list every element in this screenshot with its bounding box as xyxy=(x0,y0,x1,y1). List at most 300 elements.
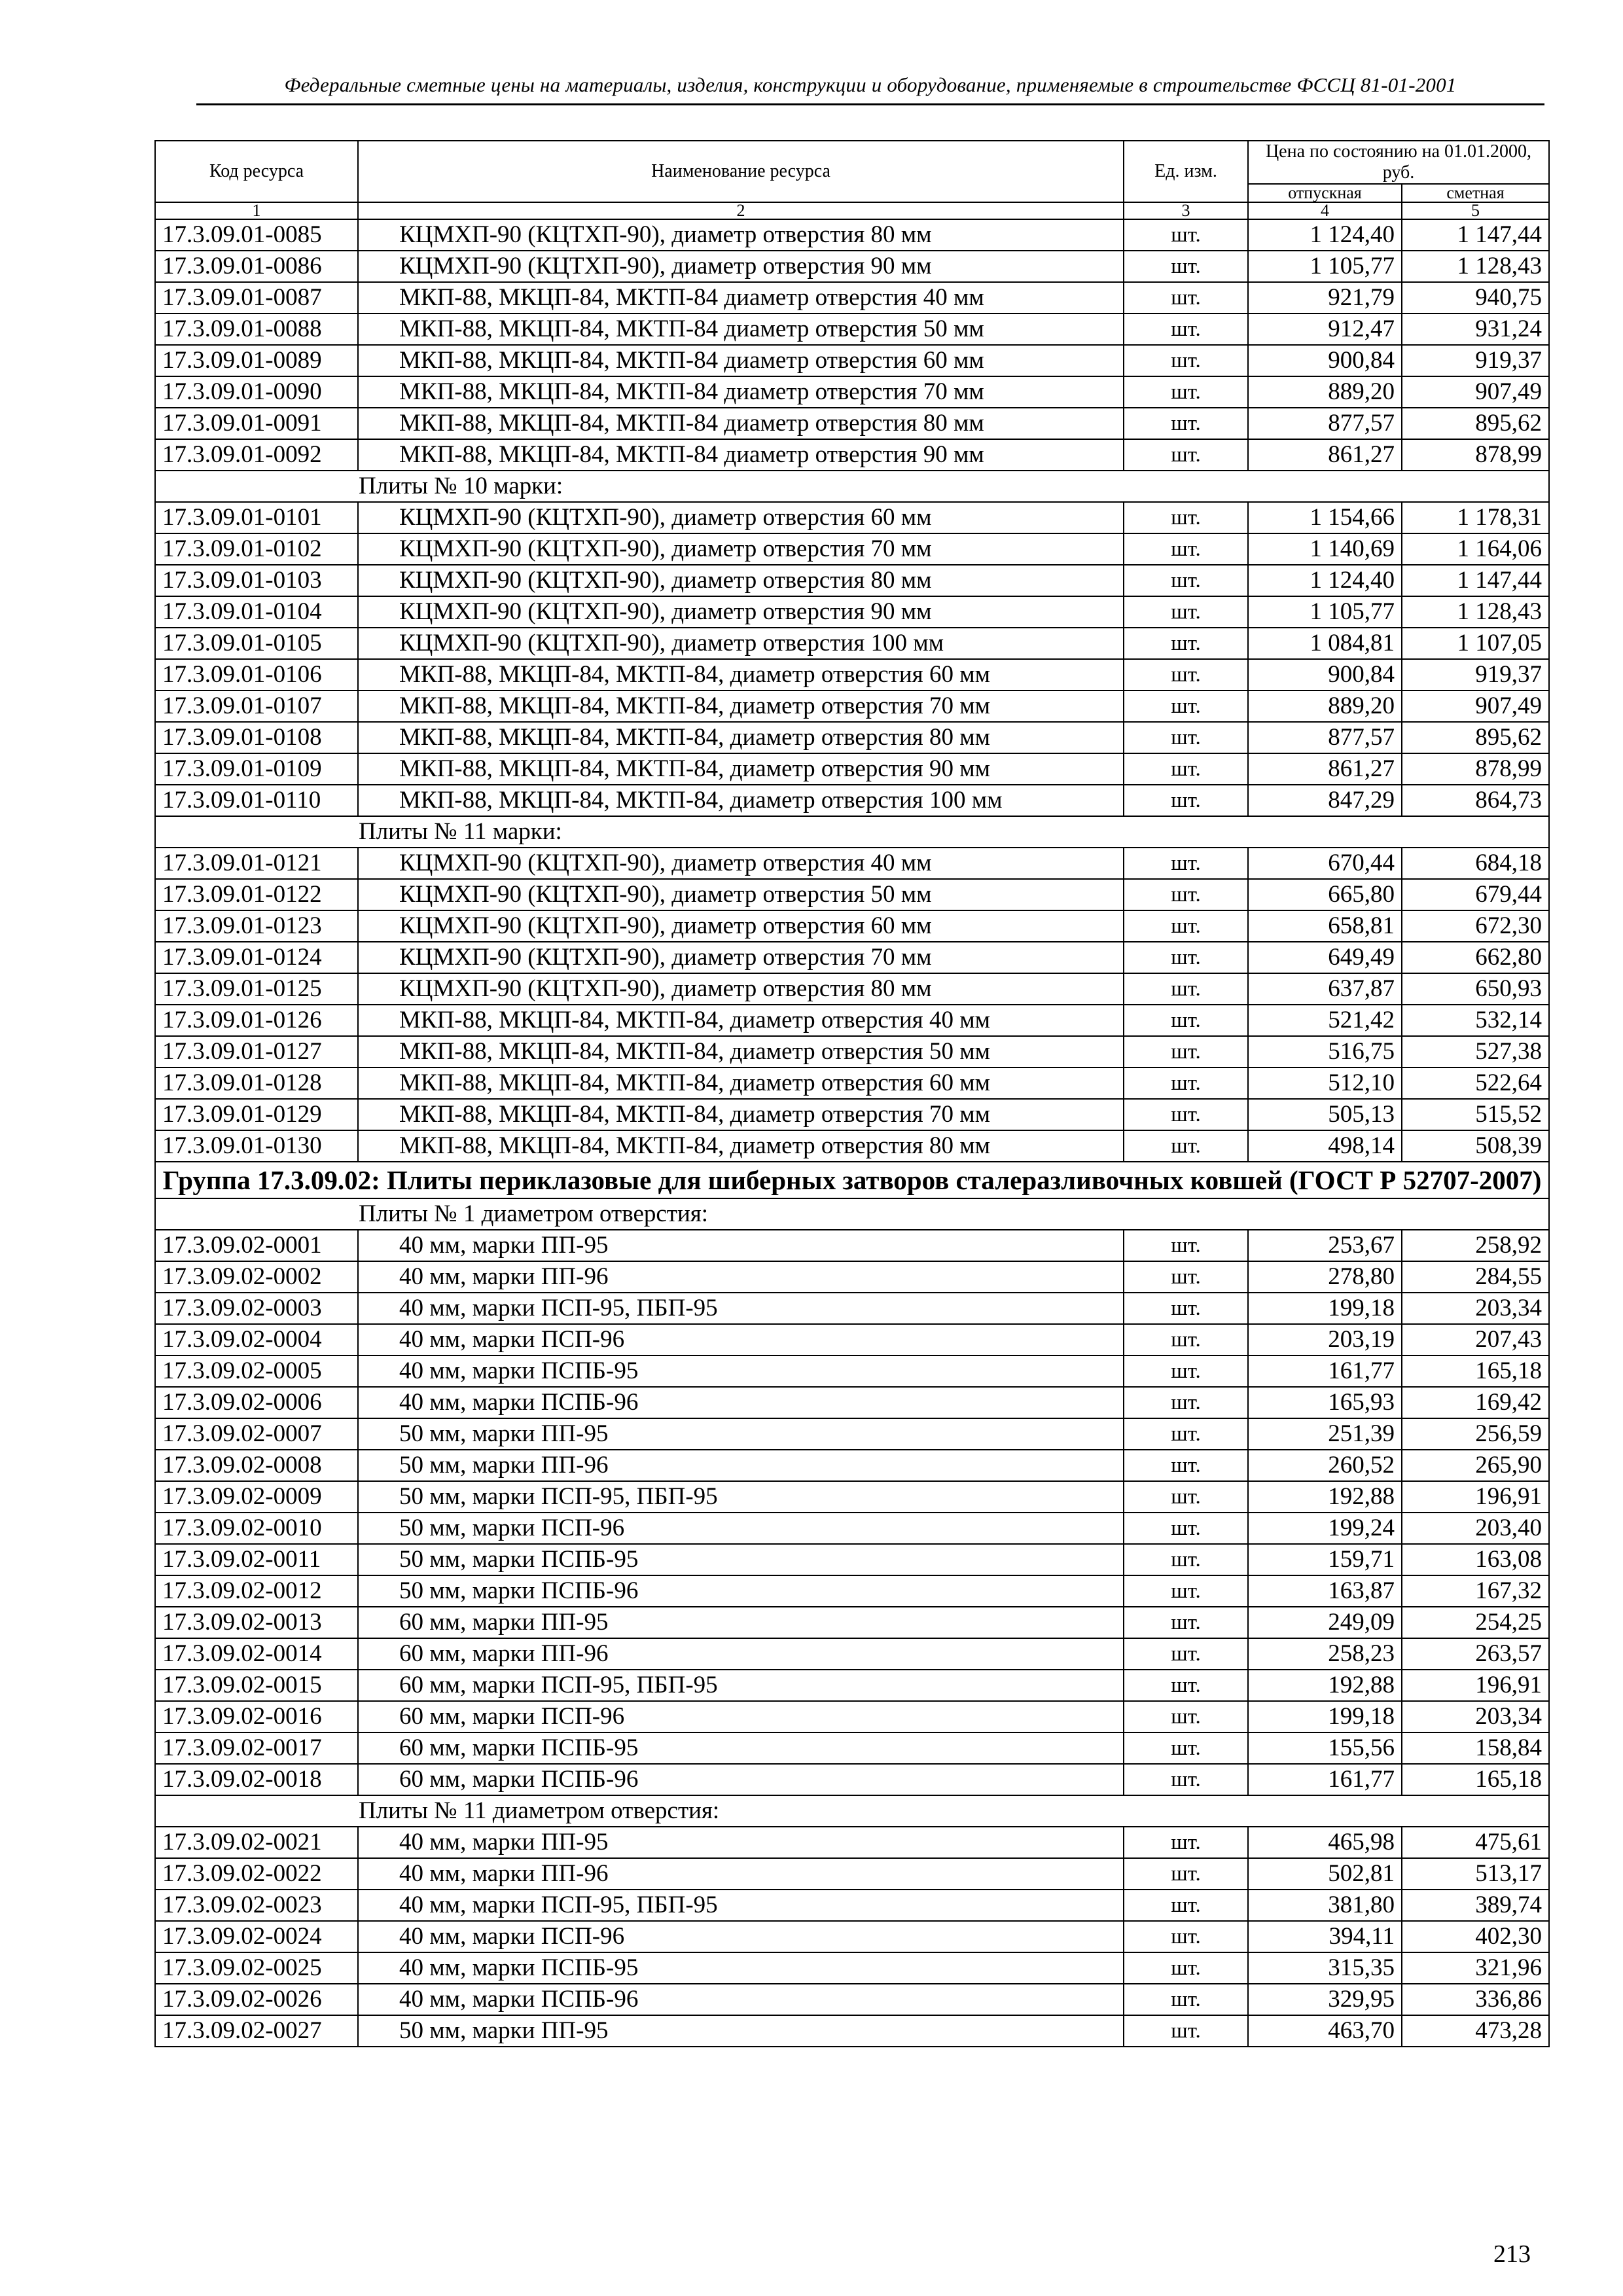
resource-name: КЦМХП-90 (КЦТХП-90), диаметр отверстия 90 мм xyxy=(358,596,1124,628)
resource-name: МКП-88, МКЦП-84, МКТП-84 диаметр отверстия 70 мм xyxy=(358,376,1124,408)
resource-name: КЦМХП-90 (КЦТХП-90), диаметр отверстия 100 мм xyxy=(358,628,1124,659)
release-price: 877,57 xyxy=(1248,722,1402,753)
table-row xyxy=(155,1324,1549,1355)
resource-name: 60 мм, марки ПСП-95, ПБП-95 xyxy=(358,1670,1124,1701)
resource-name: МКП-88, МКЦП-84, МКТП-84 диаметр отверстия 40 мм xyxy=(358,282,1124,314)
table-row xyxy=(155,848,1549,879)
resource-code: 17.3.09.01-0109 xyxy=(155,753,358,785)
resource-code: 17.3.09.02-0006 xyxy=(155,1387,358,1418)
resource-name: 40 мм, марки ПСПБ-96 xyxy=(358,1984,1124,2015)
release-price: 847,29 xyxy=(1248,785,1402,816)
resource-name: 50 мм, марки ПСПБ-95 xyxy=(358,1544,1124,1575)
estimate-price: 919,37 xyxy=(1402,659,1549,691)
resource-name: КЦМХП-90 (КЦТХП-90), диаметр отверстия 80 мм xyxy=(358,219,1124,251)
resource-name: МКП-88, МКЦП-84, МКТП-84 диаметр отверстия 60 мм xyxy=(358,345,1124,376)
unit-of-measure: шт. xyxy=(1124,1481,1248,1513)
resource-name: МКП-88, МКЦП-84, МКТП-84, диаметр отверстия 100 мм xyxy=(358,785,1124,816)
column-number: 4 xyxy=(1248,202,1402,219)
release-price: 649,49 xyxy=(1248,942,1402,973)
estimate-price: 196,91 xyxy=(1402,1670,1549,1701)
resource-name: 50 мм, марки ПСП-96 xyxy=(358,1513,1124,1544)
resource-code: 17.3.09.01-0110 xyxy=(155,785,358,816)
subheading-row xyxy=(155,1795,1549,1827)
resource-code: 17.3.09.02-0007 xyxy=(155,1418,358,1450)
release-price: 658,81 xyxy=(1248,910,1402,942)
estimate-price: 256,59 xyxy=(1402,1418,1549,1450)
resource-name: МКП-88, МКЦП-84, МКТП-84, диаметр отверстия 70 мм xyxy=(358,1099,1124,1130)
unit-of-measure: шт. xyxy=(1124,785,1248,816)
release-price: 199,24 xyxy=(1248,1513,1402,1544)
resource-code: 17.3.09.01-0105 xyxy=(155,628,358,659)
subheading: Плиты № 11 марки: xyxy=(155,816,1549,848)
resource-code: 17.3.09.02-0009 xyxy=(155,1481,358,1513)
unit-of-measure: шт. xyxy=(1124,1827,1248,1858)
release-price: 329,95 xyxy=(1248,1984,1402,2015)
resource-name: 40 мм, марки ПП-96 xyxy=(358,1858,1124,1890)
resource-code: 17.3.09.01-0127 xyxy=(155,1036,358,1067)
release-price: 516,75 xyxy=(1248,1036,1402,1067)
release-price: 1 124,40 xyxy=(1248,219,1402,251)
unit-of-measure: шт. xyxy=(1124,1607,1248,1638)
table-row xyxy=(155,659,1549,691)
resource-code: 17.3.09.02-0004 xyxy=(155,1324,358,1355)
resource-name: 40 мм, марки ПП-96 xyxy=(358,1261,1124,1293)
subheading-row xyxy=(155,1198,1549,1230)
unit-of-measure: шт. xyxy=(1124,1544,1248,1575)
column-number: 5 xyxy=(1402,202,1549,219)
release-price: 278,80 xyxy=(1248,1261,1402,1293)
estimate-price: 1 128,43 xyxy=(1402,596,1549,628)
unit-of-measure: шт. xyxy=(1124,219,1248,251)
release-price: 253,67 xyxy=(1248,1230,1402,1261)
resource-name: 50 мм, марки ПСП-95, ПБП-95 xyxy=(358,1481,1124,1513)
release-price: 512,10 xyxy=(1248,1067,1402,1099)
table-row xyxy=(155,1607,1549,1638)
unit-of-measure: шт. xyxy=(1124,1036,1248,1067)
resource-name: КЦМХП-90 (КЦТХП-90), диаметр отверстия 40 мм xyxy=(358,848,1124,879)
resource-code: 17.3.09.02-0012 xyxy=(155,1575,358,1607)
col-header-name: Наименование ресурса xyxy=(358,141,1124,202)
resource-code: 17.3.09.02-0024 xyxy=(155,1921,358,1952)
resource-name: МКП-88, МКЦП-84, МКТП-84, диаметр отверстия 40 мм xyxy=(358,1005,1124,1036)
resource-name: 50 мм, марки ПСПБ-96 xyxy=(358,1575,1124,1607)
estimate-price: 203,34 xyxy=(1402,1701,1549,1732)
estimate-price: 878,99 xyxy=(1402,439,1549,471)
estimate-price: 207,43 xyxy=(1402,1324,1549,1355)
resource-code: 17.3.09.02-0023 xyxy=(155,1890,358,1921)
estimate-price: 321,96 xyxy=(1402,1952,1549,1984)
release-price: 199,18 xyxy=(1248,1293,1402,1324)
table-row xyxy=(155,628,1549,659)
resource-code: 17.3.09.02-0003 xyxy=(155,1293,358,1324)
release-price: 877,57 xyxy=(1248,408,1402,439)
release-price: 670,44 xyxy=(1248,848,1402,879)
column-number: 2 xyxy=(358,202,1124,219)
unit-of-measure: шт. xyxy=(1124,1732,1248,1764)
table-row xyxy=(155,533,1549,565)
table-row xyxy=(155,1099,1549,1130)
table-row xyxy=(155,722,1549,753)
unit-of-measure: шт. xyxy=(1124,1293,1248,1324)
table-row xyxy=(155,502,1549,533)
estimate-price: 672,30 xyxy=(1402,910,1549,942)
unit-of-measure: шт. xyxy=(1124,1984,1248,2015)
resource-name: МКП-88, МКЦП-84, МКТП-84, диаметр отверстия 60 мм xyxy=(358,1067,1124,1099)
unit-of-measure: шт. xyxy=(1124,879,1248,910)
resource-name: КЦМХП-90 (КЦТХП-90), диаметр отверстия 80 мм xyxy=(358,973,1124,1005)
table-row xyxy=(155,1544,1549,1575)
unit-of-measure: шт. xyxy=(1124,753,1248,785)
unit-of-measure: шт. xyxy=(1124,1450,1248,1481)
unit-of-measure: шт. xyxy=(1124,1324,1248,1355)
estimate-price: 662,80 xyxy=(1402,942,1549,973)
table-row xyxy=(155,219,1549,251)
unit-of-measure: шт. xyxy=(1124,1952,1248,1984)
estimate-price: 258,92 xyxy=(1402,1230,1549,1261)
estimate-price: 532,14 xyxy=(1402,1005,1549,1036)
table-row xyxy=(155,565,1549,596)
resource-code: 17.3.09.02-0014 xyxy=(155,1638,358,1670)
unit-of-measure: шт. xyxy=(1124,1387,1248,1418)
resource-name: 60 мм, марки ПП-96 xyxy=(358,1638,1124,1670)
release-price: 199,18 xyxy=(1248,1701,1402,1732)
estimate-price: 1 147,44 xyxy=(1402,565,1549,596)
table-row xyxy=(155,408,1549,439)
unit-of-measure: шт. xyxy=(1124,1355,1248,1387)
release-price: 861,27 xyxy=(1248,439,1402,471)
table-row xyxy=(155,785,1549,816)
resource-code: 17.3.09.02-0001 xyxy=(155,1230,358,1261)
estimate-price: 508,39 xyxy=(1402,1130,1549,1162)
release-price: 1 105,77 xyxy=(1248,251,1402,282)
release-price: 163,87 xyxy=(1248,1575,1402,1607)
estimate-price: 336,86 xyxy=(1402,1984,1549,2015)
unit-of-measure: шт. xyxy=(1124,2015,1248,2047)
release-price: 900,84 xyxy=(1248,659,1402,691)
resource-name: КЦМХП-90 (КЦТХП-90), диаметр отверстия 90 мм xyxy=(358,251,1124,282)
col-header-release: отпускная xyxy=(1248,184,1402,202)
estimate-price: 919,37 xyxy=(1402,345,1549,376)
estimate-price: 389,74 xyxy=(1402,1890,1549,1921)
table-row xyxy=(155,1261,1549,1293)
resource-code: 17.3.09.02-0017 xyxy=(155,1732,358,1764)
resource-code: 17.3.09.02-0008 xyxy=(155,1450,358,1481)
resource-code: 17.3.09.01-0126 xyxy=(155,1005,358,1036)
resource-name: МКП-88, МКЦП-84, МКТП-84 диаметр отверстия 80 мм xyxy=(358,408,1124,439)
table-row xyxy=(155,1638,1549,1670)
unit-of-measure: шт. xyxy=(1124,722,1248,753)
table-row xyxy=(155,282,1549,314)
table-row xyxy=(155,879,1549,910)
table-row xyxy=(155,1230,1549,1261)
subheading: Плиты № 10 марки: xyxy=(155,471,1549,502)
release-price: 889,20 xyxy=(1248,691,1402,722)
estimate-price: 931,24 xyxy=(1402,314,1549,345)
resource-code: 17.3.09.01-0122 xyxy=(155,879,358,910)
table-row xyxy=(155,753,1549,785)
header-rule xyxy=(196,103,1544,105)
unit-of-measure: шт. xyxy=(1124,1890,1248,1921)
resource-name: КЦМХП-90 (КЦТХП-90), диаметр отверстия 60 мм xyxy=(358,502,1124,533)
resource-name: 40 мм, марки ПСПБ-95 xyxy=(358,1355,1124,1387)
table-row xyxy=(155,1701,1549,1732)
resource-name: 40 мм, марки ПСП-95, ПБП-95 xyxy=(358,1293,1124,1324)
price-table xyxy=(154,140,1550,2047)
resource-code: 17.3.09.01-0090 xyxy=(155,376,358,408)
unit-of-measure: шт. xyxy=(1124,1670,1248,1701)
unit-of-measure: шт. xyxy=(1124,1921,1248,1952)
table-row xyxy=(155,1513,1549,1544)
resource-name: 40 мм, марки ПСП-96 xyxy=(358,1324,1124,1355)
estimate-price: 1 178,31 xyxy=(1402,502,1549,533)
resource-name: МКП-88, МКЦП-84, МКТП-84, диаметр отверстия 60 мм xyxy=(358,659,1124,691)
unit-of-measure: шт. xyxy=(1124,691,1248,722)
estimate-price: 522,64 xyxy=(1402,1067,1549,1099)
resource-code: 17.3.09.01-0101 xyxy=(155,502,358,533)
unit-of-measure: шт. xyxy=(1124,408,1248,439)
release-price: 192,88 xyxy=(1248,1481,1402,1513)
release-price: 1 105,77 xyxy=(1248,596,1402,628)
estimate-price: 167,32 xyxy=(1402,1575,1549,1607)
estimate-price: 254,25 xyxy=(1402,1607,1549,1638)
resource-code: 17.3.09.01-0087 xyxy=(155,282,358,314)
release-price: 465,98 xyxy=(1248,1827,1402,1858)
release-price: 251,39 xyxy=(1248,1418,1402,1450)
release-price: 463,70 xyxy=(1248,2015,1402,2047)
estimate-price: 402,30 xyxy=(1402,1921,1549,1952)
release-price: 900,84 xyxy=(1248,345,1402,376)
resource-name: МКП-88, МКЦП-84, МКТП-84, диаметр отверстия 50 мм xyxy=(358,1036,1124,1067)
resource-code: 17.3.09.02-0010 xyxy=(155,1513,358,1544)
table-row xyxy=(155,1858,1549,1890)
release-price: 161,77 xyxy=(1248,1355,1402,1387)
release-price: 637,87 xyxy=(1248,973,1402,1005)
table-row xyxy=(155,1890,1549,1921)
resource-code: 17.3.09.02-0021 xyxy=(155,1827,358,1858)
estimate-price: 169,42 xyxy=(1402,1387,1549,1418)
table-row xyxy=(155,1450,1549,1481)
release-price: 889,20 xyxy=(1248,376,1402,408)
subheading: Плиты № 11 диаметром отверстия: xyxy=(155,1795,1549,1827)
unit-of-measure: шт. xyxy=(1124,345,1248,376)
resource-code: 17.3.09.02-0026 xyxy=(155,1984,358,2015)
release-price: 505,13 xyxy=(1248,1099,1402,1130)
estimate-price: 1 128,43 xyxy=(1402,251,1549,282)
column-number: 1 xyxy=(155,202,358,219)
unit-of-measure: шт. xyxy=(1124,1005,1248,1036)
resource-name: 50 мм, марки ПП-96 xyxy=(358,1450,1124,1481)
resource-name: 40 мм, марки ПП-95 xyxy=(358,1230,1124,1261)
estimate-price: 165,18 xyxy=(1402,1764,1549,1795)
unit-of-measure: шт. xyxy=(1124,1261,1248,1293)
resource-code: 17.3.09.02-0018 xyxy=(155,1764,358,1795)
estimate-price: 473,28 xyxy=(1402,2015,1549,2047)
unit-of-measure: шт. xyxy=(1124,1513,1248,1544)
unit-of-measure: шт. xyxy=(1124,1130,1248,1162)
estimate-price: 940,75 xyxy=(1402,282,1549,314)
resource-code: 17.3.09.02-0022 xyxy=(155,1858,358,1890)
group-heading-row xyxy=(155,1162,1549,1198)
resource-name: 50 мм, марки ПП-95 xyxy=(358,2015,1124,2047)
estimate-price: 684,18 xyxy=(1402,848,1549,879)
table-row xyxy=(155,1481,1549,1513)
estimate-price: 895,62 xyxy=(1402,722,1549,753)
resource-code: 17.3.09.01-0128 xyxy=(155,1067,358,1099)
table-row xyxy=(155,1952,1549,1984)
page-header-title: Федеральные сметные цены на материалы, изделия, конструкции и оборудование, применяемые в строительстве ФССЦ 81-01-2001 xyxy=(284,73,1457,96)
release-price: 161,77 xyxy=(1248,1764,1402,1795)
table-row xyxy=(155,2015,1549,2047)
table-row xyxy=(155,596,1549,628)
table-row xyxy=(155,1764,1549,1795)
estimate-price: 265,90 xyxy=(1402,1450,1549,1481)
estimate-price: 158,84 xyxy=(1402,1732,1549,1764)
release-price: 521,42 xyxy=(1248,1005,1402,1036)
resource-name: МКП-88, МКЦП-84, МКТП-84 диаметр отверстия 50 мм xyxy=(358,314,1124,345)
unit-of-measure: шт. xyxy=(1124,1067,1248,1099)
estimate-price: 165,18 xyxy=(1402,1355,1549,1387)
resource-name: КЦМХП-90 (КЦТХП-90), диаметр отверстия 60 мм xyxy=(358,910,1124,942)
resource-code: 17.3.09.02-0015 xyxy=(155,1670,358,1701)
resource-code: 17.3.09.01-0129 xyxy=(155,1099,358,1130)
resource-name: МКП-88, МКЦП-84, МКТП-84, диаметр отверстия 90 мм xyxy=(358,753,1124,785)
table-row xyxy=(155,973,1549,1005)
resource-name: 40 мм, марки ПП-95 xyxy=(358,1827,1124,1858)
resource-code: 17.3.09.01-0092 xyxy=(155,439,358,471)
unit-of-measure: шт. xyxy=(1124,565,1248,596)
unit-of-measure: шт. xyxy=(1124,942,1248,973)
resource-code: 17.3.09.01-0104 xyxy=(155,596,358,628)
resource-code: 17.3.09.01-0130 xyxy=(155,1130,358,1162)
estimate-price: 527,38 xyxy=(1402,1036,1549,1067)
col-header-price: Цена по состоянию на 01.01.2000, руб. xyxy=(1248,141,1549,184)
estimate-price: 515,52 xyxy=(1402,1099,1549,1130)
table-row xyxy=(155,1130,1549,1162)
estimate-price: 475,61 xyxy=(1402,1827,1549,1858)
release-price: 192,88 xyxy=(1248,1670,1402,1701)
estimate-price: 907,49 xyxy=(1402,376,1549,408)
resource-name: 40 мм, марки ПСП-95, ПБП-95 xyxy=(358,1890,1124,1921)
resource-name: КЦМХП-90 (КЦТХП-90), диаметр отверстия 70 мм xyxy=(358,533,1124,565)
resource-name: 40 мм, марки ПСП-96 xyxy=(358,1921,1124,1952)
release-price: 498,14 xyxy=(1248,1130,1402,1162)
table-row xyxy=(155,1036,1549,1067)
resource-name: 40 мм, марки ПСПБ-95 xyxy=(358,1952,1124,1984)
release-price: 861,27 xyxy=(1248,753,1402,785)
resource-code: 17.3.09.01-0088 xyxy=(155,314,358,345)
resource-name: МКП-88, МКЦП-84, МКТП-84 диаметр отверстия 90 мм xyxy=(358,439,1124,471)
unit-of-measure: шт. xyxy=(1124,1230,1248,1261)
resource-name: 50 мм, марки ПП-95 xyxy=(358,1418,1124,1450)
unit-of-measure: шт. xyxy=(1124,1418,1248,1450)
release-price: 155,56 xyxy=(1248,1732,1402,1764)
resource-code: 17.3.09.02-0002 xyxy=(155,1261,358,1293)
resource-code: 17.3.09.01-0125 xyxy=(155,973,358,1005)
estimate-price: 163,08 xyxy=(1402,1544,1549,1575)
release-price: 912,47 xyxy=(1248,314,1402,345)
release-price: 260,52 xyxy=(1248,1450,1402,1481)
resource-code: 17.3.09.01-0124 xyxy=(155,942,358,973)
resource-code: 17.3.09.01-0121 xyxy=(155,848,358,879)
unit-of-measure: шт. xyxy=(1124,439,1248,471)
unit-of-measure: шт. xyxy=(1124,502,1248,533)
release-price: 249,09 xyxy=(1248,1607,1402,1638)
estimate-price: 650,93 xyxy=(1402,973,1549,1005)
estimate-price: 263,57 xyxy=(1402,1638,1549,1670)
table-row xyxy=(155,345,1549,376)
table-row xyxy=(155,1921,1549,1952)
column-number-row xyxy=(155,202,1549,219)
estimate-price: 203,40 xyxy=(1402,1513,1549,1544)
table-row xyxy=(155,439,1549,471)
unit-of-measure: шт. xyxy=(1124,596,1248,628)
release-price: 394,11 xyxy=(1248,1921,1402,1952)
resource-name: 60 мм, марки ПСПБ-95 xyxy=(358,1732,1124,1764)
resource-code: 17.3.09.02-0005 xyxy=(155,1355,358,1387)
unit-of-measure: шт. xyxy=(1124,314,1248,345)
estimate-price: 907,49 xyxy=(1402,691,1549,722)
unit-of-measure: шт. xyxy=(1124,533,1248,565)
resource-code: 17.3.09.01-0086 xyxy=(155,251,358,282)
release-price: 258,23 xyxy=(1248,1638,1402,1670)
resource-name: МКП-88, МКЦП-84, МКТП-84, диаметр отверстия 80 мм xyxy=(358,722,1124,753)
release-price: 1 124,40 xyxy=(1248,565,1402,596)
release-price: 1 154,66 xyxy=(1248,502,1402,533)
unit-of-measure: шт. xyxy=(1124,251,1248,282)
resource-code: 17.3.09.02-0011 xyxy=(155,1544,358,1575)
resource-code: 17.3.09.01-0108 xyxy=(155,722,358,753)
release-price: 665,80 xyxy=(1248,879,1402,910)
table-row xyxy=(155,1355,1549,1387)
table-row xyxy=(155,1575,1549,1607)
resource-code: 17.3.09.01-0091 xyxy=(155,408,358,439)
estimate-price: 1 107,05 xyxy=(1402,628,1549,659)
release-price: 381,80 xyxy=(1248,1890,1402,1921)
release-price: 1 140,69 xyxy=(1248,533,1402,565)
resource-code: 17.3.09.02-0027 xyxy=(155,2015,358,2047)
release-price: 1 084,81 xyxy=(1248,628,1402,659)
release-price: 502,81 xyxy=(1248,1858,1402,1890)
resource-code: 17.3.09.01-0103 xyxy=(155,565,358,596)
unit-of-measure: шт. xyxy=(1124,659,1248,691)
table-body xyxy=(155,219,1549,2047)
resource-code: 17.3.09.01-0107 xyxy=(155,691,358,722)
table-row xyxy=(155,1387,1549,1418)
col-header-unit: Ед. изм. xyxy=(1124,141,1248,202)
table-row xyxy=(155,942,1549,973)
estimate-price: 679,44 xyxy=(1402,879,1549,910)
unit-of-measure: шт. xyxy=(1124,910,1248,942)
unit-of-measure: шт. xyxy=(1124,848,1248,879)
unit-of-measure: шт. xyxy=(1124,973,1248,1005)
unit-of-measure: шт. xyxy=(1124,376,1248,408)
resource-name: 60 мм, марки ПСП-96 xyxy=(358,1701,1124,1732)
resource-code: 17.3.09.01-0089 xyxy=(155,345,358,376)
resource-name: КЦМХП-90 (КЦТХП-90), диаметр отверстия 50 мм xyxy=(358,879,1124,910)
release-price: 165,93 xyxy=(1248,1387,1402,1418)
estimate-price: 196,91 xyxy=(1402,1481,1549,1513)
resource-name: КЦМХП-90 (КЦТХП-90), диаметр отверстия 80 мм xyxy=(358,565,1124,596)
table-row xyxy=(155,1067,1549,1099)
subheading: Плиты № 1 диаметром отверстия: xyxy=(155,1198,1549,1230)
resource-name: 60 мм, марки ПСПБ-96 xyxy=(358,1764,1124,1795)
table-row xyxy=(155,1732,1549,1764)
resource-name: 60 мм, марки ПП-95 xyxy=(358,1607,1124,1638)
table-row xyxy=(155,1418,1549,1450)
unit-of-measure: шт. xyxy=(1124,1638,1248,1670)
unit-of-measure: шт. xyxy=(1124,1575,1248,1607)
release-price: 203,19 xyxy=(1248,1324,1402,1355)
